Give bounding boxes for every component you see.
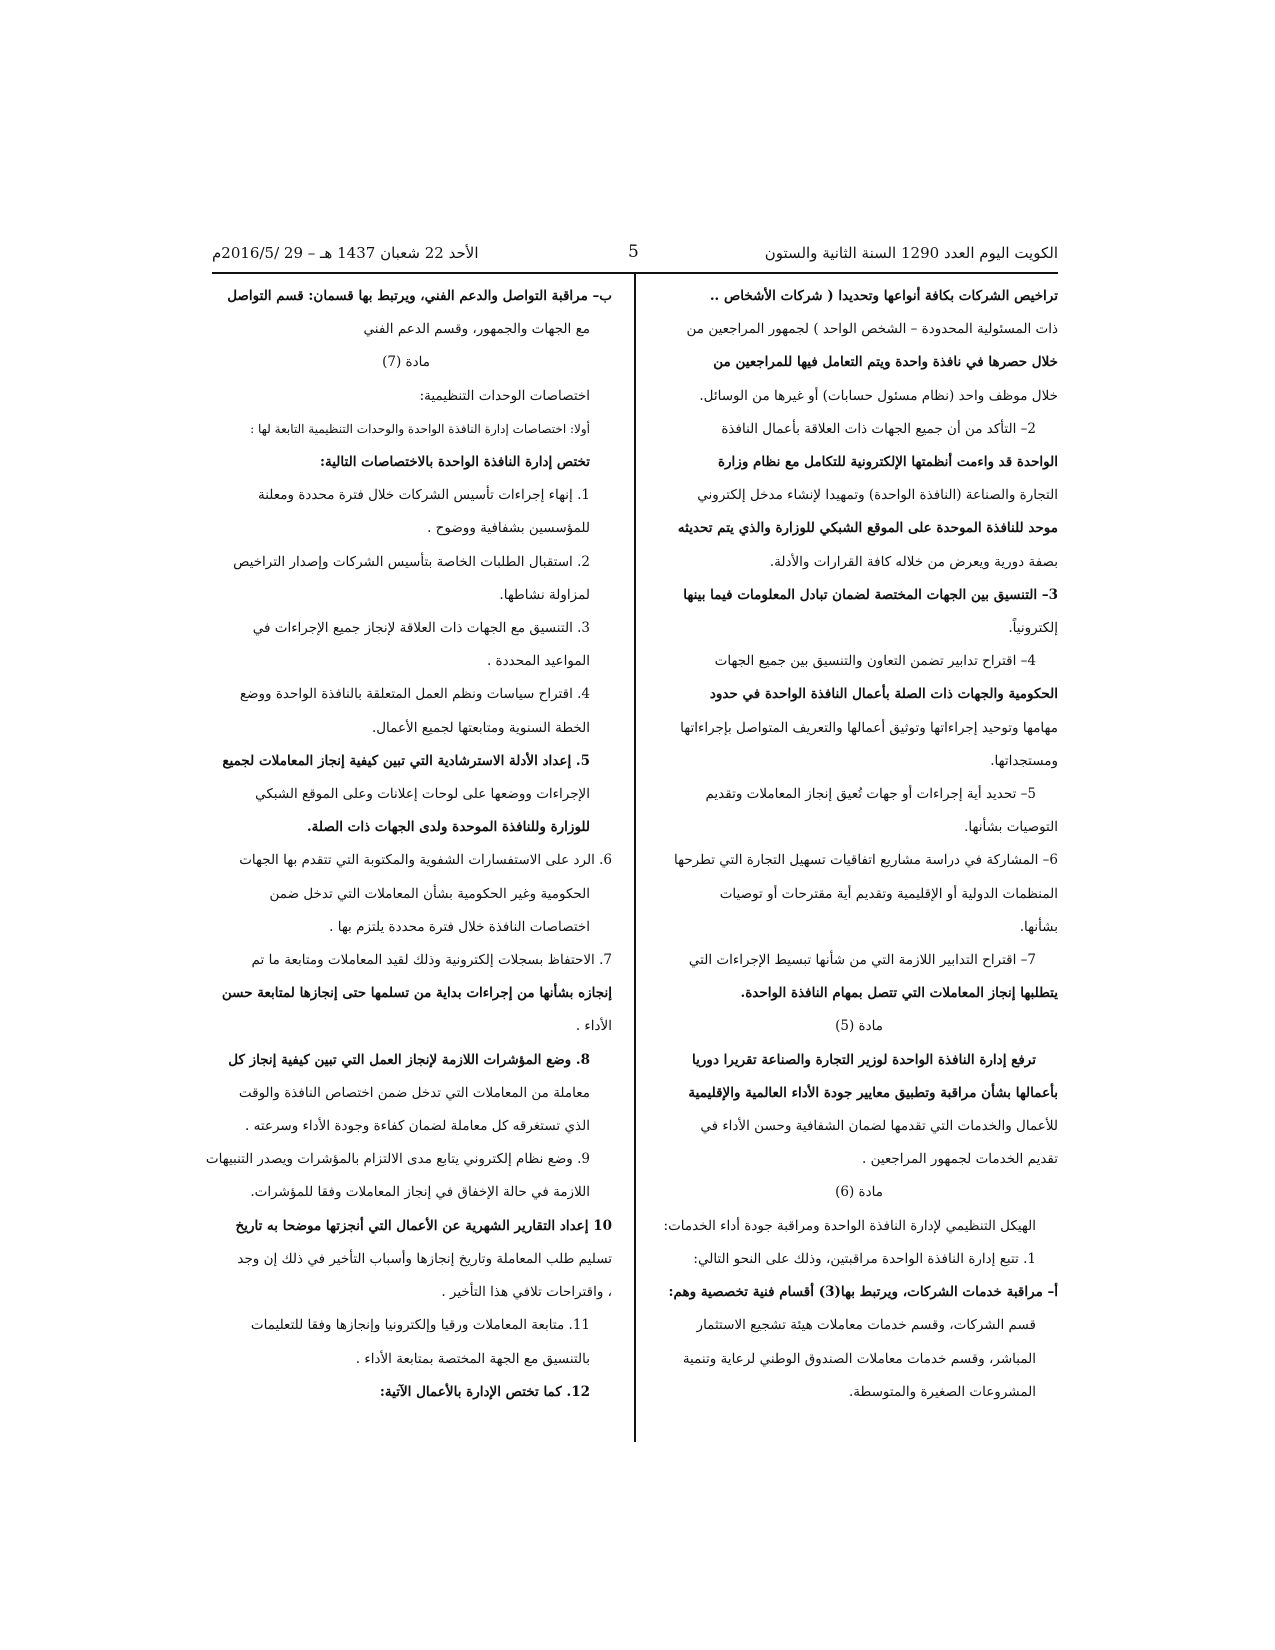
text-line: ومستجداتها.: [990, 752, 1058, 769]
text-line: الحكومية والجهات ذات الصلة بأعمال النافذة الواحدة في حدود: [709, 686, 1058, 703]
text-line: أ– مراقبة خدمات الشركات، ويرتبط بها(3) أقسام فنية تخصصية وهم:: [668, 1284, 1058, 1301]
text-line: تختص إدارة النافذة الواحدة بالاختصاصات التالية:: [320, 454, 590, 471]
header-issue-info: الكويت اليوم العدد 1290 السنة الثانية والستون: [764, 244, 1058, 262]
text-line: بأعمالها بشأن مراقبة وتطبيق معايير جودة الأداء العالمية والإقليمية: [688, 1084, 1058, 1101]
text-line: بالتنسيق مع الجهة المختصة بمتابعة الأداء .: [355, 1350, 590, 1367]
text-line: لمزاولة نشاطها.: [499, 586, 590, 603]
text-line: 3. التنسيق مع الجهات ذات العلاقة لإنجاز جميع الإجراءات في: [252, 620, 590, 637]
text-line: 3– التنسيق بين الجهات المختصة لضمان تبادل المعلومات فيما بينها: [683, 586, 1058, 603]
text-line: مع الجهات والجمهور، وقسم الدعم الفني: [363, 321, 590, 338]
text-line: ترفع إدارة النافذة الواحدة لوزير التجارة والصناعة تقريرا دوريا: [692, 1051, 1036, 1068]
text-line: التجارة والصناعة (النافذة الواحدة) وتمهيدا لإنشاء مدخل إلكتروني: [697, 487, 1058, 504]
text-line: 2– التأكد من أن جميع الجهات ذات العلاقة بأعمال النافذة: [721, 420, 1036, 437]
text-line: 4– اقتراح تدابير تضمن التعاون والتنسيق بين جميع الجهات: [714, 653, 1036, 670]
text-line: 7. الاحتفاظ بسجلات إلكترونية وذلك لقيد المعاملات ومتابعة ما تم: [251, 952, 612, 969]
text-line: 5– تحديد أية إجراءات أو جهات تُعيق إنجاز المعاملات وتقديم: [705, 786, 1036, 803]
text-line: الأداء .: [575, 1018, 612, 1035]
text-line: خلال حصرها في نافذة واحدة ويتم التعامل فيها للمراجعين من: [713, 354, 1058, 371]
article-heading: مادة (5): [835, 1018, 883, 1035]
text-line: الحكومية وغير الحكومية بشأن المعاملات التي تدخل ضمن: [269, 885, 590, 902]
column-divider: [634, 274, 636, 1442]
text-line: مهامها وتوحيد إجراءاتها وتوثيق أعمالها والتعريف المتواصل بإجراءاتها: [680, 719, 1058, 736]
page-header: [212, 238, 1058, 268]
text-line: تقديم الخدمات لجمهور المراجعين .: [861, 1151, 1058, 1168]
text-line: اختصاصات الوحدات التنظيمية:: [419, 387, 590, 404]
article-heading: مادة (6): [835, 1184, 883, 1201]
text-line: المشروعات الصغيرة والمتوسطة.: [849, 1383, 1036, 1400]
text-line: 7– اقتراح التدابير اللازمة التي من شأنها تبسيط الإجراءات التي: [688, 952, 1036, 969]
text-line: إنجازه بشأنها من إجراءات بداية من تسلمها حتى إنجازها لمتابعة حسن: [221, 985, 612, 1002]
text-line: الهيكل التنظيمي لإدارة النافذة الواحدة ومراقبة جودة أداء الخدمات:: [663, 1217, 1036, 1234]
text-line: إلكترونياً.: [1008, 620, 1058, 637]
text-line: الذي تستغرقه كل معاملة لضمان كفاءة وجودة الأداء وسرعته .: [245, 1118, 590, 1135]
text-line: خلال موظف واحد (نظام مسئول حسابات) أو غيرها من الوسائل.: [699, 387, 1058, 404]
left-column: [200, 280, 612, 1409]
text-line: تسليم طلب المعاملة وتاريخ إنجازها وأسباب التأخير في ذلك إن وجد: [237, 1250, 612, 1267]
text-line: اللازمة في حالة الإخفاق في إنجاز المعاملات وفقا للمؤشرات.: [250, 1184, 590, 1201]
text-line: اختصاصات النافذة خلال فترة محددة يلتزم بها .: [329, 918, 590, 935]
text-line: للوزارة وللنافذة الموحدة ولدى الجهات ذات الصلة.: [306, 819, 590, 836]
text-line: 5. إعداد الأدلة الاسترشادية التي تبين كيفية إنجاز المعاملات لجميع: [222, 752, 590, 769]
text-line: ب– مراقبة التواصل والدعم الفني، ويرتبط بها قسمان: قسم التواصل: [227, 288, 612, 304]
article-heading: مادة (7): [382, 354, 430, 371]
text-line: 2. استقبال الطلبات الخاصة بتأسيس الشركات وإصدار التراخيص: [233, 553, 590, 570]
text-line: ذات المسئولية المحدودة – الشخص الواحد ) لجمهور المراجعين من: [686, 321, 1058, 338]
text-line: أولا: اختصاصات إدارة النافذة الواحدة والوحدات التنظيمية التابعة لها :: [250, 421, 590, 436]
text-line: قسم الشركات، وقسم خدمات معاملات هيئة تشجيع الاستثمار: [696, 1317, 1036, 1334]
text-line: 6– المشاركة في دراسة مشاريع اتفاقيات تسهيل التجارة التي تطرحها: [674, 852, 1058, 869]
text-line: 8. وضع المؤشرات اللازمة لإنجاز العمل التي تبين كيفية إنجاز كل: [228, 1051, 590, 1068]
text-line: تراخيص الشركات بكافة أنواعها وتحديدا ( شركات الأشخاص ..: [709, 288, 1058, 304]
text-line: 1. إنهاء إجراءات تأسيس الشركات خلال فترة محددة ومعلنة: [257, 487, 590, 504]
text-line: التوصيات بشأنها.: [964, 819, 1058, 836]
text-line: ، واقتراحات تلافي هذا التأخير .: [441, 1284, 612, 1301]
text-line: الواحدة قد واءمت أنظمتها الإلكترونية للتكامل مع نظام وزارة: [717, 454, 1058, 471]
text-line: 6. الرد على الاستفسارات الشفوية والمكتوبة التي تتقدم بها الجهات: [239, 852, 612, 869]
right-column: [660, 280, 1058, 1409]
text-line: معاملة من المعاملات التي تدخل ضمن اختصاص النافذة والوقت: [238, 1084, 590, 1101]
text-line: موحد للنافذة الموحدة على الموقع الشبكي للوزارة والذي يتم تحديثه: [677, 520, 1058, 537]
page-number: 5: [628, 242, 639, 262]
header-date: الأحد 22 شعبان 1437 هـ – 29 /2016/5م: [212, 244, 479, 262]
text-line: المنظمات الدولية أو الإقليمية وتقديم أية مقترحات أو توصيات: [719, 885, 1058, 902]
text-line: يتطلبها إنجاز المعاملات التي تتصل بمهام النافذة الواحدة.: [740, 985, 1058, 1002]
text-line: 12. كما تختص الإدارة بالأعمال الآتية:: [379, 1383, 590, 1400]
text-line: 11. متابعة المعاملات ورقيا وإلكترونيا وإنجازها وفقا للتعليمات: [250, 1317, 590, 1334]
text-line: بشأنها.: [1019, 918, 1058, 935]
text-line: بصفة دورية ويعرض من خلاله كافة القرارات والأدلة.: [769, 553, 1058, 570]
text-line: 4. اقتراح سياسات ونظم العمل المتعلقة بالنافذة الواحدة ووضع: [239, 686, 590, 703]
text-line: للمؤسسين بشفافية ووضوح .: [427, 520, 590, 537]
text-line: الإجراءات ووضعها على لوحات إعلانات وعلى الموقع الشبكي: [255, 786, 590, 803]
text-line: 10 إعداد التقارير الشهرية عن الأعمال التي أنجزتها موضحا به تاريخ: [235, 1217, 612, 1234]
text-line: المباشر، وقسم خدمات معاملات الصندوق الوطني لرعاية وتنمية: [682, 1350, 1036, 1367]
text-line: 1. تتبع إدارة النافذة الواحدة مراقبتين، وذلك على النحو التالي:: [693, 1250, 1036, 1267]
text-line: المواعيد المحددة .: [486, 653, 590, 670]
text-line: الخطة السنوية ومتابعتها لجميع الأعمال.: [371, 719, 590, 736]
text-line: 9. وضع نظام إلكتروني يتابع مدى الالتزام بالمؤشرات ويصدر التنبيهات: [205, 1151, 590, 1168]
text-line: للأعمال والخدمات التي تقدمها لضمان الشفافية وحسن الأداء في: [700, 1118, 1058, 1135]
